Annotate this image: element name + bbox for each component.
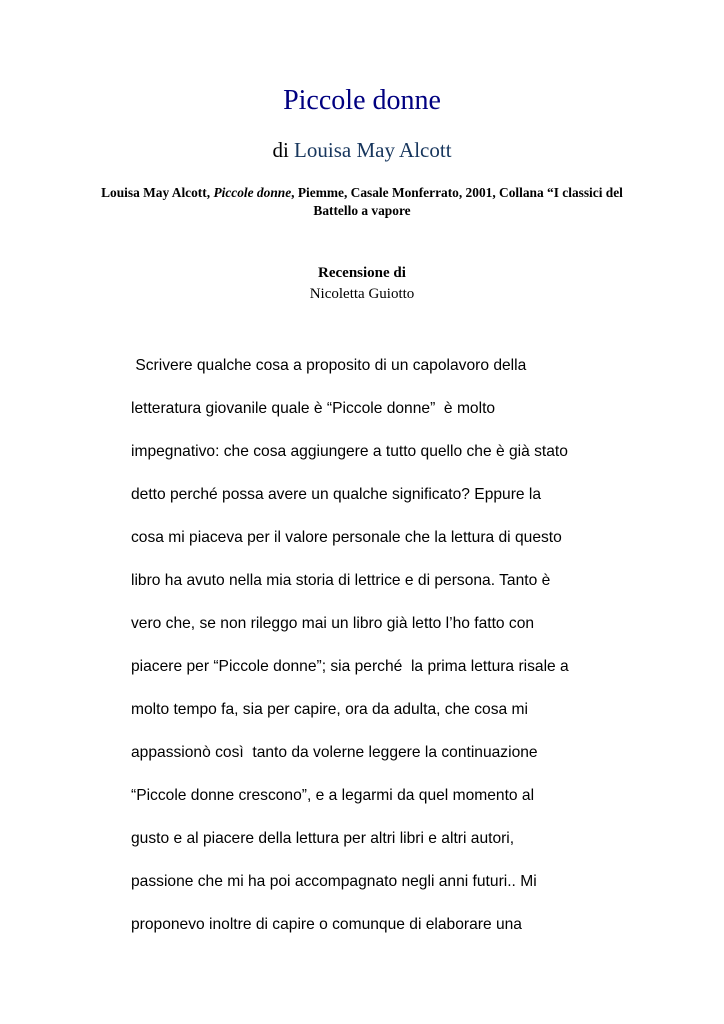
- body-line: proponevo inoltre di capire o comunque di elaborare una: [131, 916, 522, 933]
- author-name: Louisa May Alcott: [294, 138, 452, 162]
- body-line: detto perché possa avere un qualche significato? Eppure la: [131, 486, 542, 503]
- citation-series: Battello a vapore: [313, 202, 411, 218]
- citation-author: Louisa May Alcott,: [101, 185, 214, 200]
- review-body: [131, 355, 611, 957]
- body-line: “Piccole donne crescono”, e a legarmi da quel momento al: [131, 787, 535, 804]
- body-line: passione che mi ha poi accompagnato negli anni futuri.. Mi: [131, 873, 537, 890]
- author-line: [0, 136, 724, 164]
- author-prefix: di: [272, 138, 289, 162]
- citation-publisher: , Piemme, Casale Monferrato, 2001, Collana “I classici del: [291, 185, 623, 200]
- body-line: letteratura giovanile quale è “Piccole donne” è molto: [131, 400, 496, 417]
- body-line: cosa mi piaceva per il valore personale che la lettura di questo: [131, 529, 562, 546]
- body-line: vero che, se non rileggo mai un libro già letto l’ho fatto con: [131, 615, 535, 632]
- document-title: Piccole donne: [283, 85, 441, 116]
- body-line: libro ha avuto nella mia storia di lettrice e di persona. Tanto è: [131, 572, 551, 589]
- body-line: appassionò così tanto da volerne leggere la continuazione: [131, 744, 538, 761]
- bibliographic-citation: [70, 184, 654, 219]
- body-line: Scrivere qualche cosa a proposito di un capolavoro della: [131, 357, 527, 374]
- body-line: molto tempo fa, sia per capire, ora da adulta, che cosa mi: [131, 701, 528, 718]
- citation-book-title: Piccole donne: [213, 185, 292, 200]
- review-heading: Recensione di: [318, 265, 406, 281]
- body-line: gusto e al piacere della lettura per altri libri e altri autori,: [131, 830, 515, 847]
- body-line: impegnativo: che cosa aggiungere a tutto quello che è già stato: [131, 443, 568, 460]
- body-line: piacere per “Piccole donne”; sia perché la prima lettura risale a: [131, 658, 569, 675]
- reviewer-name: Nicoletta Guiotto: [309, 286, 415, 302]
